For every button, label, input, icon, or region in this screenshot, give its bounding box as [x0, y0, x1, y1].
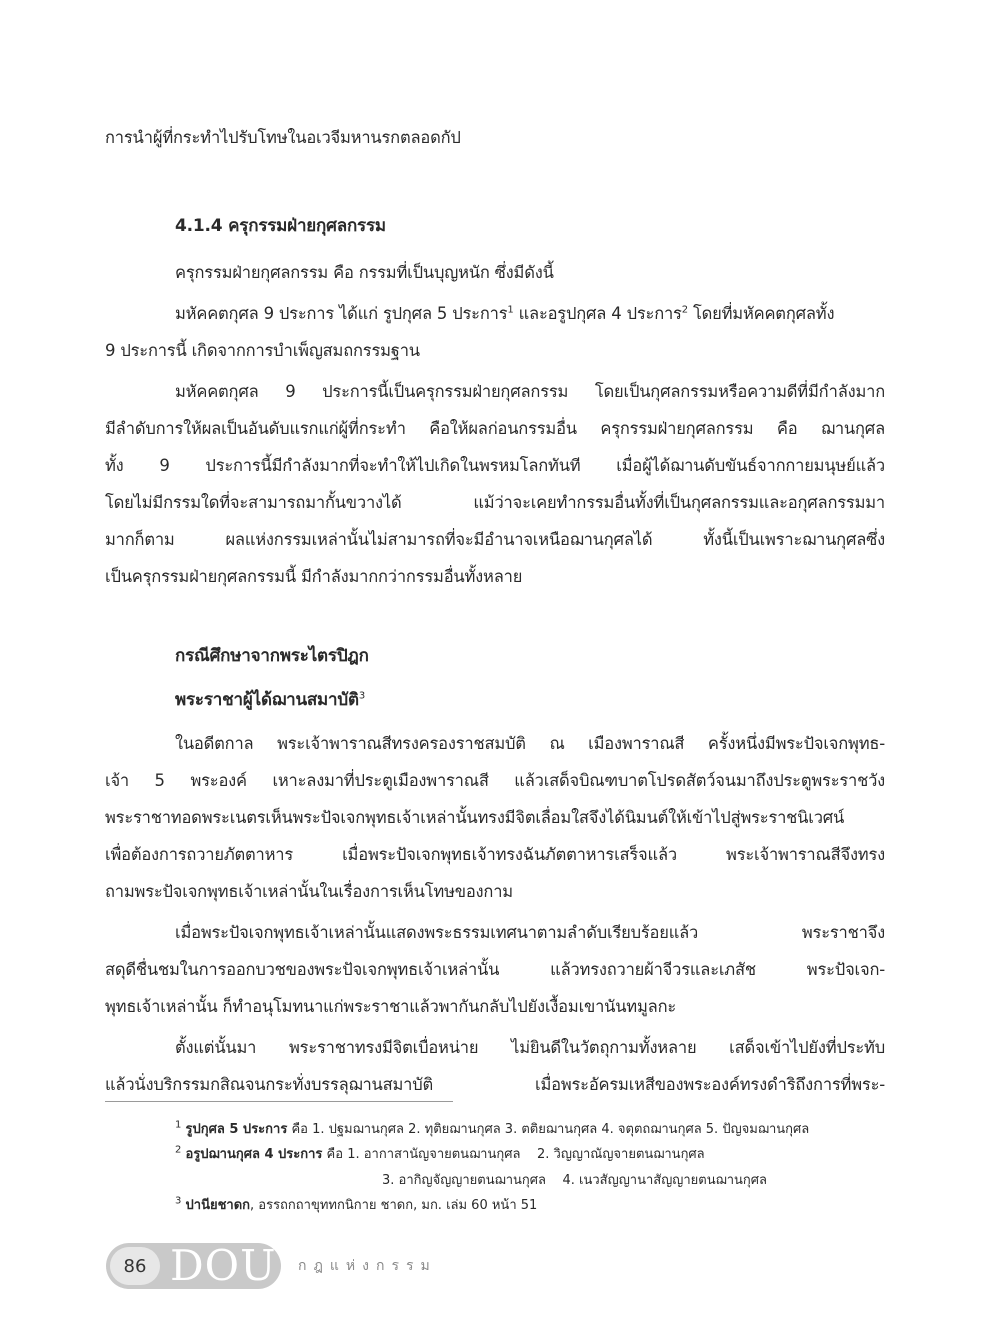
case-paragraph-3-line: ตั้งแต่นั้นมา พระราชาทรงมีจิตเบื่อหน่าย ไม่ยินดีในวัตถุกามทั้งหลาย เสด็จเข้าไปยังที่ประทับ	[175, 1038, 885, 1057]
case-study-subheading: พระราชาผู้ได้ฌานสมาบัติ$^3$	[175, 690, 366, 710]
section-paragraph-3-line: มีลำดับการให้ผลเป็นอันดับแรกแก่ผู้ที่กระทำ คือให้ผลก่อนกรรมอื่น ครุกรรมฝ่ายกุศลกรรม คือ ฌานกุศล	[105, 419, 885, 438]
case-paragraph-1-line: เพื่อต้องการถวายภัตตาหาร เมื่อพระปัจเจกพุทธเจ้าทรงฉันภัตตาหารเสร็จแล้ว พระเจ้าพาราณสีจึงทรง	[105, 845, 885, 864]
footnote-3: $^3$ ปานียชาดก, อรรถกถาขุททกนิกาย ชาดก, มก. เล่ม 60 หน้า 51	[175, 1195, 538, 1213]
case-study-heading: กรณีศึกษาจากพระไตรปิฎก	[175, 646, 369, 666]
page-footer-badge	[106, 1243, 281, 1289]
book-title: กฎแห่งกรรม	[298, 1258, 437, 1274]
section-paragraph-3-line: มหัคคตกุศล 9 ประการนี้เป็นครุกรรมฝ่ายกุศลกรรม โดยเป็นกุศลกรรมหรือความดีที่มีกำลังมาก	[175, 382, 885, 401]
section-heading: 4.1.4 ครุกรรมฝ่ายกุศลกรรม	[175, 216, 386, 236]
footnote-separator	[105, 1101, 453, 1102]
page-number: 86	[110, 1247, 160, 1285]
section-paragraph-3-line: ทั้ง 9 ประการนี้มีกำลังมากที่จะทำให้ไปเกิดในพรหมโลกทันที เมื่อผู้ได้ฌานดับขันธ์จากกายมนุษย์แล้ว	[105, 456, 885, 475]
section-paragraph-2: มหัคคตกุศล 9 ประการ ได้แก่ รูปกุศล 5 ประการ$^1$ และอรูปกุศล 4 ประการ$^2$ โดยที่มหัคคตกุศลทั้ง	[175, 304, 835, 323]
footnote-ref-2: 2	[681, 304, 688, 316]
case-paragraph-1-line: ถามพระปัจเจกพุทธเจ้าเหล่านั้นในเรื่องการเห็นโทษของกาม	[105, 882, 513, 901]
case-paragraph-1-line: เจ้า 5 พระองค์ เหาะลงมาที่ประตูเมืองพาราณสี แล้วเสด็จบิณฑบาตโปรดสัตว์จนมาถึงประตูพระราชวัง	[105, 771, 885, 790]
footnote-1: $^1$ รูปกุศล 5 ประการ คือ 1. ปฐมฌานกุศล 2. ทุติยฌานกุศล 3. ตติยฌานกุศล 4. จตุตถฌานกุศล 5. ปัญจมฌานกุศล	[175, 1119, 810, 1137]
footnote-2: $^2$ อรูปฌานกุศล 4 ประการ คือ 1. อากาสานัญจายตนฌานกุศล 2. วิญญาณัญจายตนฌานกุศล	[175, 1144, 705, 1162]
continued-text-line: การนำผู้ที่กระทำไปรับโทษในอเวจีมหานรกตลอดกัป	[105, 128, 461, 147]
section-paragraph-3-line: มากก็ตาม ผลแห่งกรรมเหล่านั้นไม่สามารถที่จะมีอำนาจเหนือฌานกุศลได้ ทั้งนี้เป็นเพราะฌานกุศลซึ่ง	[105, 530, 885, 549]
section-paragraph-2-line-2: 9 ประการนี้ เกิดจากการบำเพ็ญสมถกรรมฐาน	[105, 341, 420, 360]
case-paragraph-2-line: สดุดีชื่นชมในการออกบวชของพระปัจเจกพุทธเจ้าเหล่านั้น แล้วทรงถวายผ้าจีวรและเภสัช พระปัจเจก-	[105, 960, 885, 979]
dou-logo: DOU	[170, 1243, 277, 1289]
footnote-ref-1: 1	[507, 304, 514, 316]
case-paragraph-1-line: ในอดีตกาล พระเจ้าพาราณสีทรงครองราชสมบัติ ณ เมืองพาราณสี ครั้งหนึ่งมีพระปัจเจกพุทธ-	[175, 734, 885, 753]
section-paragraph-1: ครุกรรมฝ่ายกุศลกรรม คือ กรรมที่เป็นบุญหนัก ซึ่งมีดังนี้	[175, 263, 554, 282]
footnote-2-line-2: 3. อากิญจัญญายตนฌานกุศล 4. เนวสัญญานาสัญญายตนฌานกุศล	[382, 1173, 767, 1188]
case-paragraph-3-line: แล้วนั่งบริกรรมกสิณจนกระทั่งบรรลุฌานสมาบัติ เมื่อพระอัครมเหสีของพระองค์ทรงดำริถึงการที่พระ-	[105, 1075, 885, 1094]
case-paragraph-1-line: พระราชาทอดพระเนตรเห็นพระปัจเจกพุทธเจ้าเหล่านั้นทรงมีจิตเลื่อมใสจึงได้นิมนต์ให้เข้าไปสู่พระราชนิเวศน์	[105, 808, 845, 827]
section-paragraph-3-line: โดยไม่มีกรรมใดที่จะสามารถมากั้นขวางได้ แม้ว่าจะเคยทำกรรมอื่นทั้งที่เป็นกุศลกรรมและอกุศลกรรมมา	[105, 493, 885, 512]
case-paragraph-2-line: พุทธเจ้าเหล่านั้น ก็ทำอนุโมทนาแก่พระราชาแล้วพากันกลับไปยังเงื้อมเขานันทมูลกะ	[105, 997, 677, 1016]
section-paragraph-3-line: เป็นครุกรรมฝ่ายกุศลกรรมนี้ มีกำลังมากกว่ากรรมอื่นทั้งหลาย	[105, 567, 523, 586]
footnote-ref-3: 3	[358, 690, 366, 702]
case-paragraph-2-line: เมื่อพระปัจเจกพุทธเจ้าเหล่านั้นแสดงพระธรรมเทศนาตามลำดับเรียบร้อยแล้ว พระราชาจึง	[175, 923, 885, 942]
